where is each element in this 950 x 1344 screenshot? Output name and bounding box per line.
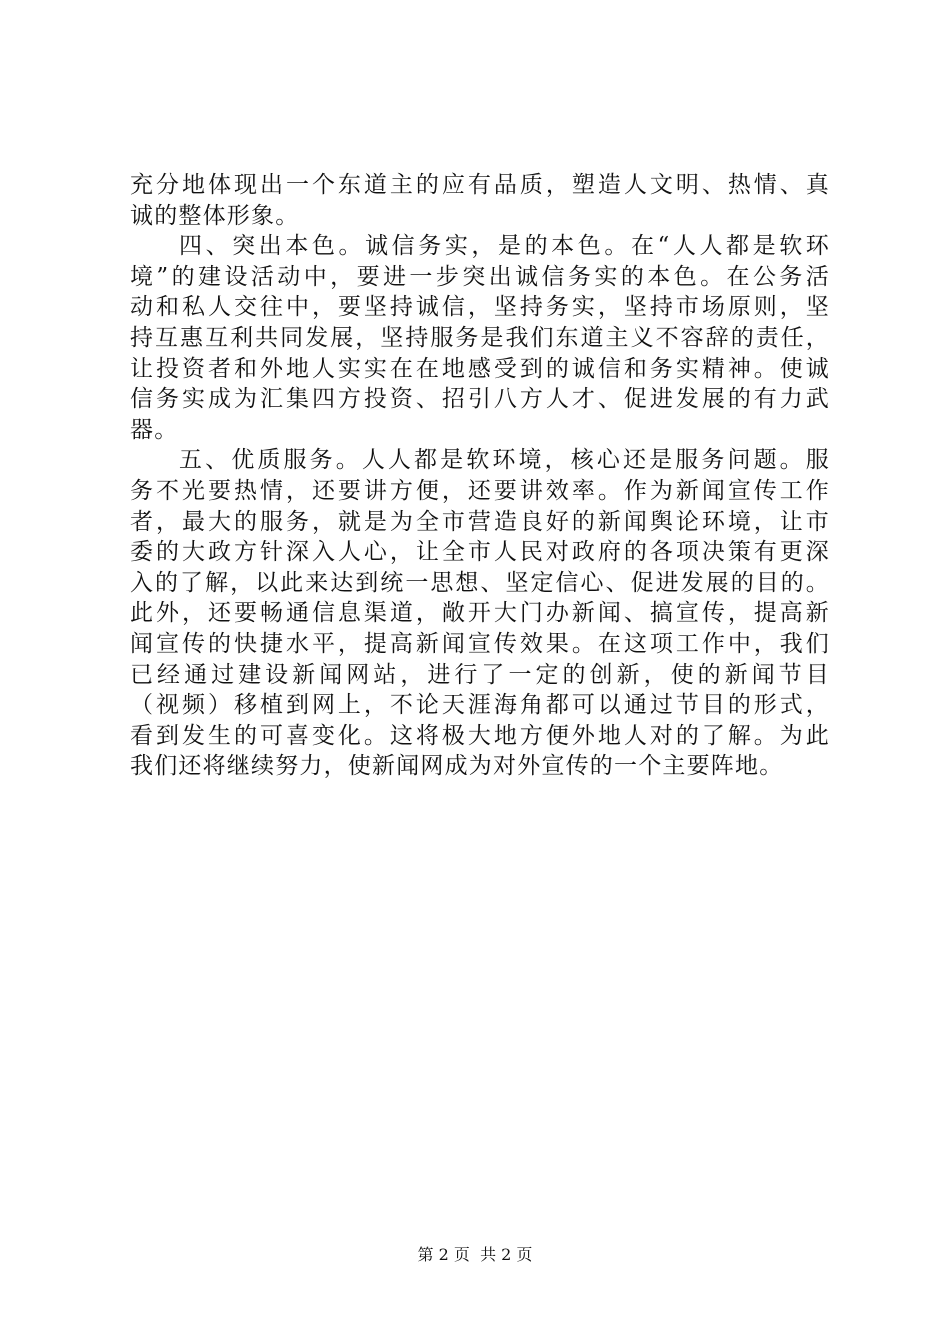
- text-line: （视频）移植到网上，不论天涯海角都可以通过节目的形式，: [130, 692, 830, 719]
- text-line: 境”的建设活动中，要进一步突出诚信务实的本色。在公务活: [130, 263, 830, 290]
- text-line: 充分地体现出一个东道主的应有品质，塑造人文明、热情、真: [130, 172, 830, 198]
- page-number-footer: 第 2 页 共 2 页: [417, 1245, 533, 1264]
- text-line: 动和私人交往中，要坚持诚信，坚持务实，坚持市场原则，坚: [130, 294, 830, 321]
- text-line: 闻宣传的快捷水平，提高新闻宣传效果。在这项工作中，我们: [130, 630, 830, 657]
- text-line: 看到发生的可喜变化。这将极大地方便外地人对的了解。为此: [130, 722, 830, 749]
- text-line: 者，最大的服务，就是为全市营造良好的新闻舆论环境，让市: [130, 508, 830, 535]
- text-line: 我们还将继续努力，使新闻网成为对外宣传的一个主要阵地。: [130, 753, 784, 780]
- paragraph-5-start: 五、优质服务。人人都是软环境，核心还是服务问题。服: [179, 447, 830, 474]
- text-line: 器。: [130, 416, 179, 443]
- document-body: [130, 170, 830, 782]
- text-line: 务不光要热情，还要讲方便，还要讲效率。作为新闻宣传工作: [130, 477, 830, 504]
- text-line: 让投资者和外地人实实在在地感受到的诚信和务实精神。使诚: [130, 355, 830, 382]
- text-line: 此外，还要畅通信息渠道，敞开大门办新闻、搞宣传，提高新: [130, 600, 830, 627]
- paragraph-4-start: 四、突出本色。诚信务实，是的本色。在“人人都是软环: [179, 233, 830, 260]
- text-line: 持互惠互利共同发展，坚持服务是我们东道主义不容辞的责任，: [130, 324, 830, 351]
- text-line: 委的大政方针深入人心，让全市人民对政府的各项决策有更深: [130, 539, 830, 566]
- text-line: 诚的整体形象。: [130, 202, 300, 229]
- text-line: 已经通过建设新闻网站，进行了一定的创新，使的新闻节目: [130, 661, 830, 688]
- text-line: 信务实成为汇集四方投资、招引八方人才、促进发展的有力武: [130, 386, 830, 413]
- text-line: 入的了解，以此来达到统一思想、坚定信心、促进发展的目的。: [130, 569, 830, 596]
